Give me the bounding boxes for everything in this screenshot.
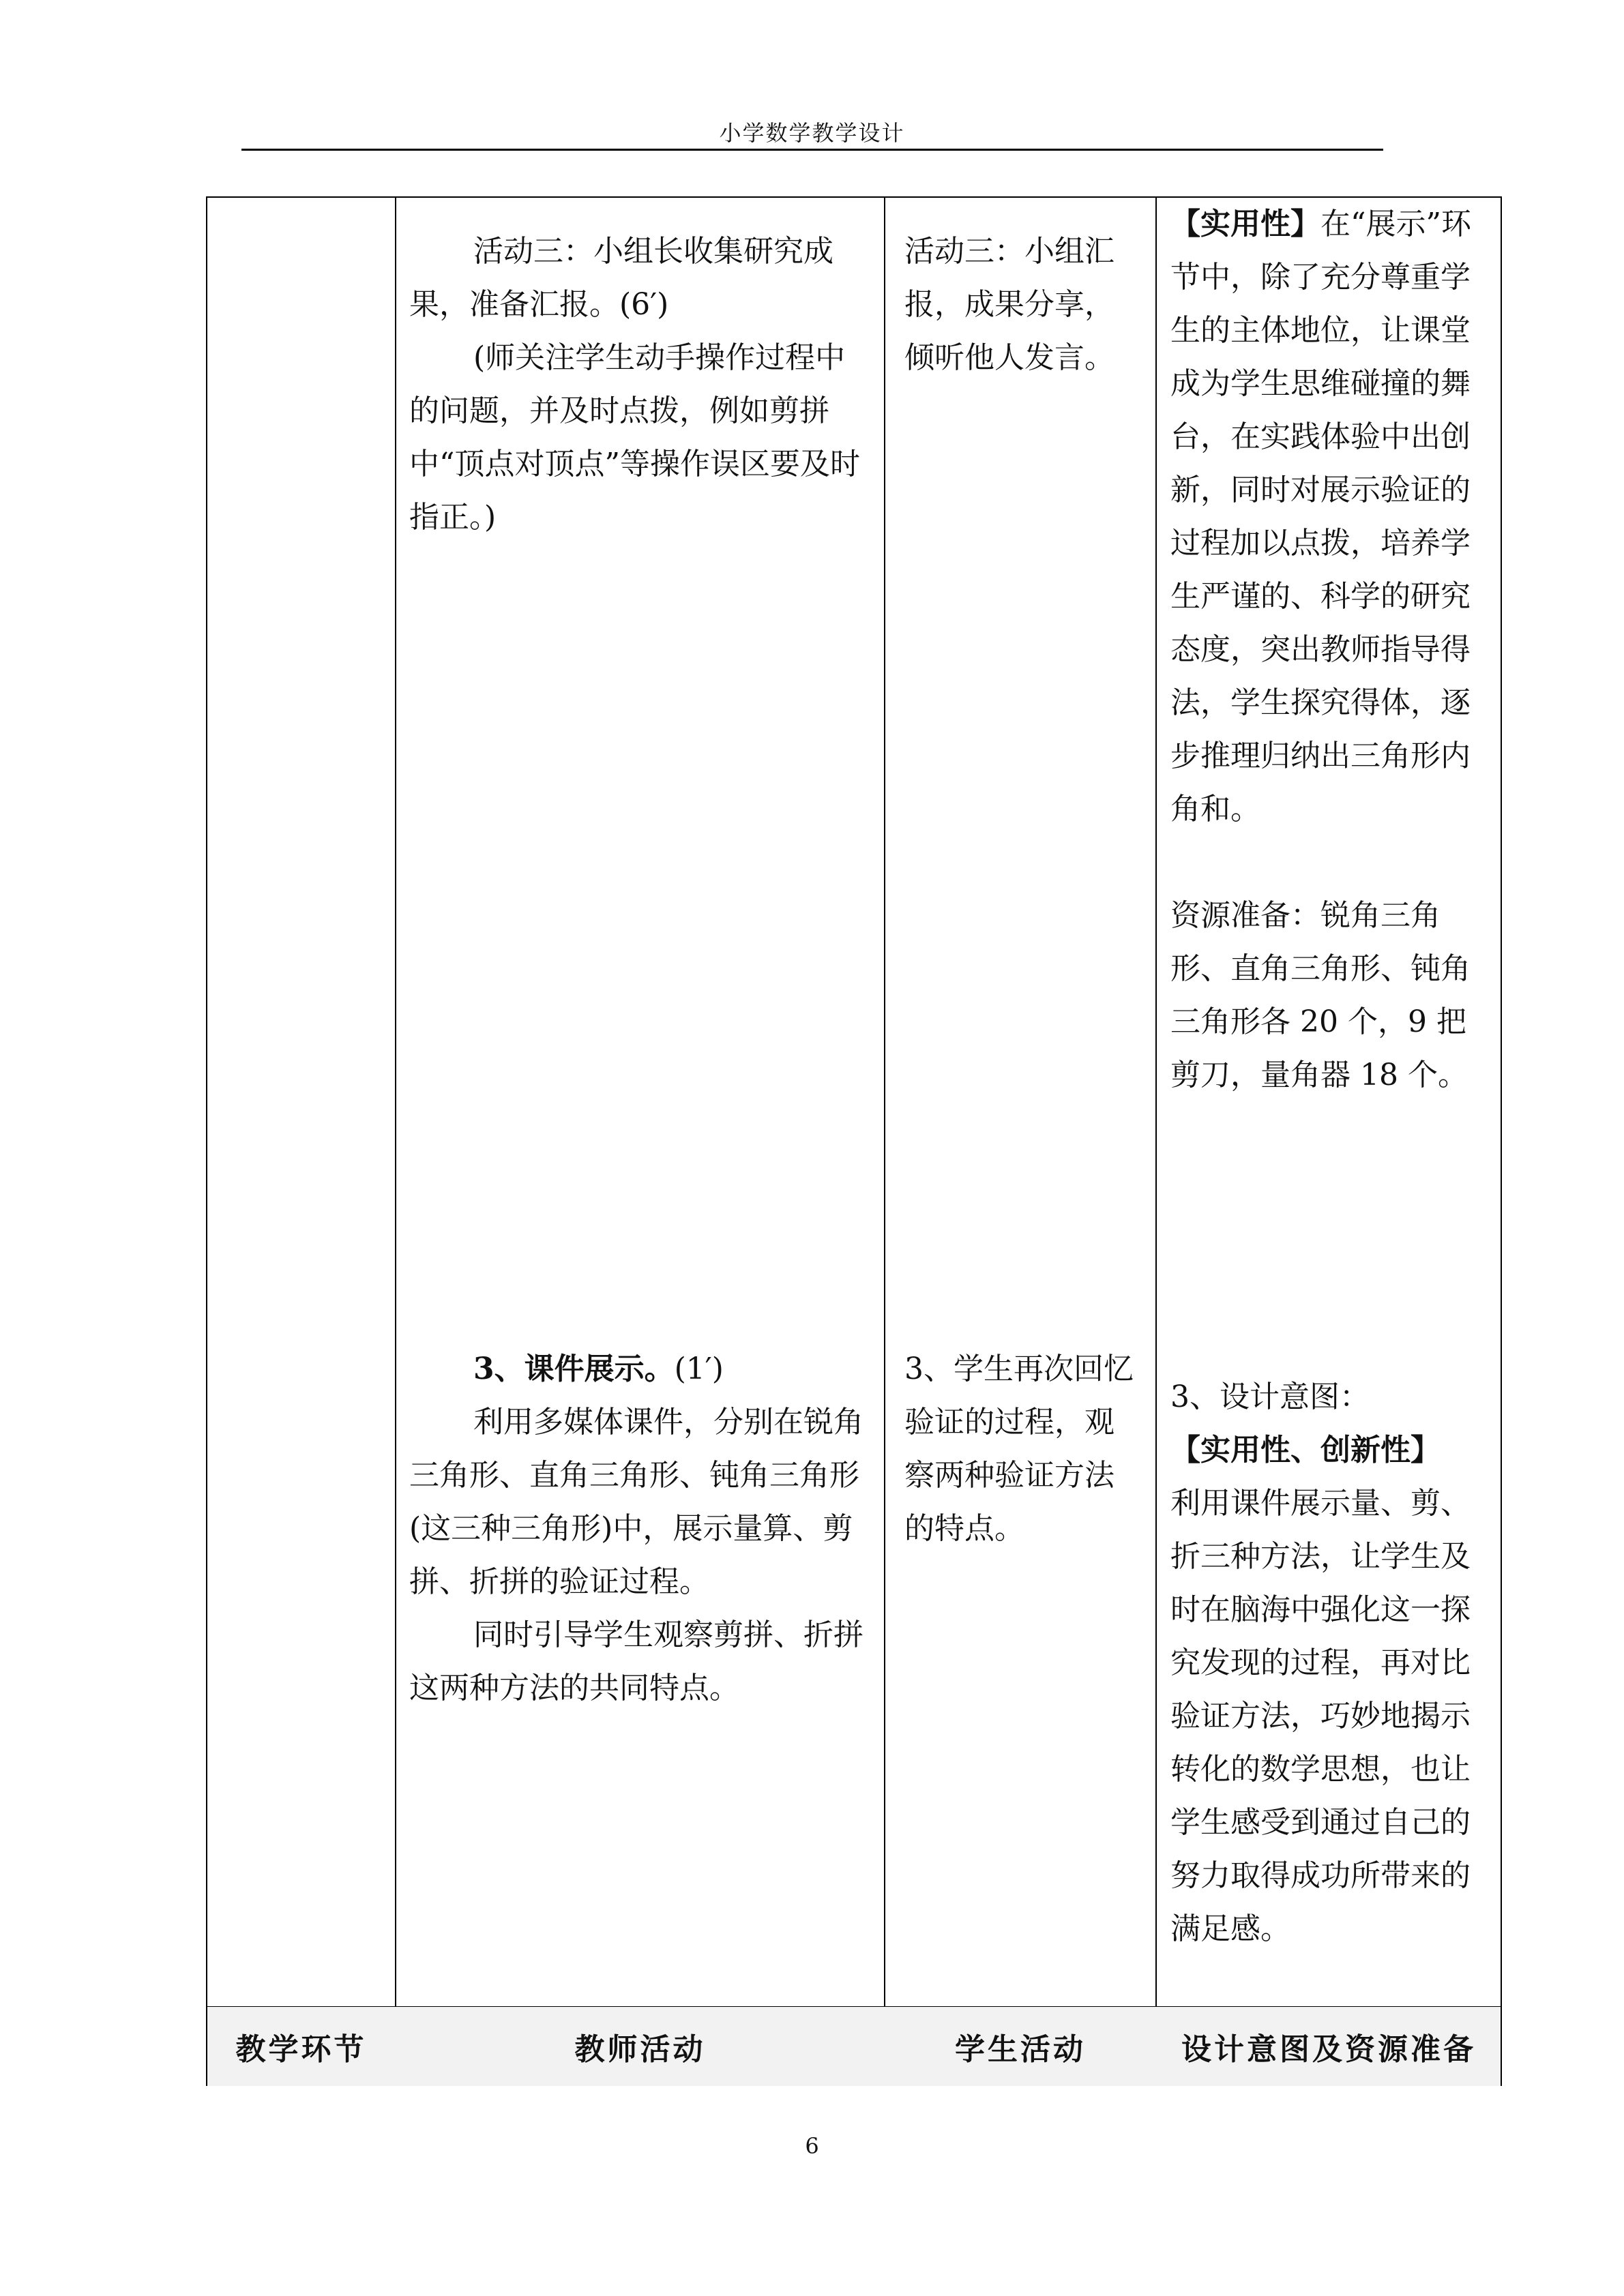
header-teaching-stage: 教学环节 xyxy=(235,2032,367,2067)
courseware-heading: 3、课件展示。 xyxy=(473,1352,675,1386)
column-divider xyxy=(884,198,885,2085)
lesson-table xyxy=(206,196,1502,2086)
header-design-resources: 设计意图及资源准备 xyxy=(1181,2032,1476,2067)
page-number: 6 xyxy=(805,2133,819,2159)
resource-preparation: 资源准备：锐角三角形、直角三角形、钝角三角形各 20 个，9 把剪刀，量角器 18 个。 xyxy=(1170,898,1471,1092)
student-activity-3-text: 活动三：小组汇报，成果分享，倾听他人发言。 xyxy=(904,234,1114,375)
header-rule xyxy=(241,149,1383,151)
courseware-time: (1′) xyxy=(674,1352,724,1386)
column-divider xyxy=(1155,198,1157,2085)
teacher-activity-3-note: (师关注学生动手操作过程中的问题，并及时点拨，例如剪拼中“顶点对顶点”等操作误区要及时指正。) xyxy=(409,340,860,535)
student-activity-3 xyxy=(904,225,1143,385)
header-teacher-activity: 教师活动 xyxy=(574,2032,706,2067)
column-divider xyxy=(395,198,396,2085)
teacher-activity-3-text: 活动三：小组长收集研究成果，准备汇报。(6′) xyxy=(409,234,833,322)
teacher-activity-3 xyxy=(409,225,870,544)
courseware-text-1: 利用多媒体课件，分别在锐角三角形、直角三角形、钝角三角形(这三种三角形)中，展示量算、剪拼、折拼的验证过程。 xyxy=(409,1405,863,1599)
column-header-row xyxy=(207,2007,1501,2086)
design-intent-3-heading: 3、设计意图： xyxy=(1170,1380,1370,1414)
page-header-title: 小学数学教学设计 xyxy=(719,120,905,146)
design-intent-1 xyxy=(1170,198,1490,1102)
design-intent-1-text: 在“展示”环节中，除了充分尊重学生的主体地位，让课堂成为学生思维碰撞的舞台，在实践体验中出创新，同时对展示验证的过程加以点拨，培养学生严谨的、科学的研究态度，突出教师指导得法，学生探究得体，逐步推理归纳出三角形内角和。 xyxy=(1170,207,1471,826)
design-tag-practical-innovative: 【实用性、创新性】 xyxy=(1170,1433,1441,1467)
design-intent-3 xyxy=(1170,1371,1490,1956)
header-student-activity: 学生活动 xyxy=(955,2032,1086,2067)
design-intent-3-text: 利用课件展示量、剪、折三种方法，让学生及时在脑海中强化这一探究发现的过程，再对比验证方法，巧妙地揭示转化的数学思想，也让学生感受到通过自己的努力取得成功所带来的满足感。 xyxy=(1170,1486,1471,1946)
design-tag-practical: 【实用性】 xyxy=(1170,207,1320,241)
student-review xyxy=(904,1343,1143,1555)
courseware-text-2: 同时引导学生观察剪拼、折拼这两种方法的共同特点。 xyxy=(409,1617,863,1705)
teacher-courseware-display xyxy=(409,1343,870,1715)
student-review-text: 3、学生再次回忆验证的过程，观察两种验证方法的特点。 xyxy=(904,1352,1134,1546)
